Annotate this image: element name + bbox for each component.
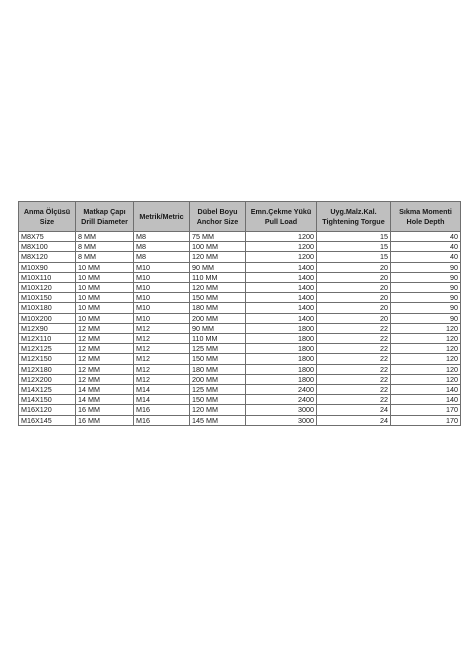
cell-size: M16X145 [19, 415, 76, 425]
cell-anchor-size: 150 MM [190, 395, 246, 405]
cell-metric: M8 [134, 242, 190, 252]
cell-anchor-size: 120 MM [190, 405, 246, 415]
cell-metric: M14 [134, 385, 190, 395]
cell-drill-diameter: 12 MM [76, 334, 134, 344]
cell-pull-load: 1800 [246, 354, 317, 364]
table-row [19, 374, 461, 384]
table-row [19, 395, 461, 405]
cell-pull-load: 1400 [246, 272, 317, 282]
cell-hole-depth: 120 [391, 334, 461, 344]
table-row [19, 334, 461, 344]
table-row [19, 344, 461, 354]
cell-hole-depth: 90 [391, 313, 461, 323]
cell-hole-depth: 120 [391, 364, 461, 374]
cell-size: M10X200 [19, 313, 76, 323]
cell-drill-diameter: 10 MM [76, 313, 134, 323]
cell-tightening-torque: 22 [317, 323, 391, 333]
cell-tightening-torque: 24 [317, 415, 391, 425]
header-hole-depth: Sıkma Momenti Hole Depth [391, 202, 461, 232]
cell-drill-diameter: 14 MM [76, 395, 134, 405]
table-row [19, 242, 461, 252]
cell-drill-diameter: 12 MM [76, 374, 134, 384]
cell-size: M12X125 [19, 344, 76, 354]
cell-pull-load: 1800 [246, 344, 317, 354]
cell-anchor-size: 200 MM [190, 374, 246, 384]
cell-drill-diameter: 8 MM [76, 242, 134, 252]
cell-metric: M16 [134, 415, 190, 425]
cell-pull-load: 1800 [246, 334, 317, 344]
cell-pull-load: 1800 [246, 323, 317, 333]
cell-drill-diameter: 8 MM [76, 232, 134, 242]
cell-hole-depth: 120 [391, 374, 461, 384]
cell-size: M12X200 [19, 374, 76, 384]
cell-anchor-size: 150 MM [190, 354, 246, 364]
cell-hole-depth: 90 [391, 303, 461, 313]
cell-tightening-torque: 22 [317, 385, 391, 395]
cell-metric: M8 [134, 232, 190, 242]
cell-drill-diameter: 12 MM [76, 354, 134, 364]
cell-pull-load: 2400 [246, 385, 317, 395]
table-row [19, 303, 461, 313]
table-row [19, 262, 461, 272]
cell-size: M8X75 [19, 232, 76, 242]
cell-drill-diameter: 16 MM [76, 405, 134, 415]
cell-anchor-size: 90 MM [190, 323, 246, 333]
cell-drill-diameter: 12 MM [76, 323, 134, 333]
cell-drill-diameter: 12 MM [76, 364, 134, 374]
cell-hole-depth: 170 [391, 415, 461, 425]
table-row [19, 323, 461, 333]
cell-size: M16X120 [19, 405, 76, 415]
table-row [19, 283, 461, 293]
cell-hole-depth: 40 [391, 242, 461, 252]
cell-hole-depth: 90 [391, 293, 461, 303]
cell-pull-load: 1400 [246, 283, 317, 293]
cell-anchor-size: 125 MM [190, 385, 246, 395]
cell-hole-depth: 120 [391, 354, 461, 364]
anchor-spec-table [18, 201, 461, 426]
cell-tightening-torque: 20 [317, 262, 391, 272]
table-row [19, 313, 461, 323]
cell-pull-load: 1200 [246, 242, 317, 252]
cell-tightening-torque: 15 [317, 252, 391, 262]
table-row [19, 272, 461, 282]
cell-pull-load: 2400 [246, 395, 317, 405]
header-anchor-size: Dübel Boyu Anchor Size [190, 202, 246, 232]
cell-metric: M10 [134, 293, 190, 303]
cell-hole-depth: 40 [391, 232, 461, 242]
cell-hole-depth: 140 [391, 385, 461, 395]
cell-anchor-size: 75 MM [190, 232, 246, 242]
cell-size: M10X90 [19, 262, 76, 272]
cell-pull-load: 1400 [246, 262, 317, 272]
cell-size: M12X110 [19, 334, 76, 344]
cell-tightening-torque: 22 [317, 354, 391, 364]
cell-pull-load: 1400 [246, 293, 317, 303]
cell-hole-depth: 90 [391, 283, 461, 293]
cell-pull-load: 1800 [246, 374, 317, 384]
cell-metric: M12 [134, 344, 190, 354]
cell-drill-diameter: 10 MM [76, 262, 134, 272]
cell-tightening-torque: 20 [317, 283, 391, 293]
cell-tightening-torque: 20 [317, 313, 391, 323]
header-drill-diameter: Matkap Çapı Drill Diameter [76, 202, 134, 232]
cell-drill-diameter: 14 MM [76, 385, 134, 395]
cell-pull-load: 1800 [246, 364, 317, 374]
cell-tightening-torque: 20 [317, 272, 391, 282]
cell-metric: M12 [134, 323, 190, 333]
cell-anchor-size: 90 MM [190, 262, 246, 272]
table-row [19, 415, 461, 425]
cell-metric: M10 [134, 313, 190, 323]
table-row [19, 232, 461, 242]
cell-tightening-torque: 22 [317, 374, 391, 384]
cell-tightening-torque: 20 [317, 303, 391, 313]
table-row [19, 364, 461, 374]
header-tightening-torque: Uyg.Malz.Kal. Tightening Torgue [317, 202, 391, 232]
cell-anchor-size: 110 MM [190, 272, 246, 282]
cell-hole-depth: 170 [391, 405, 461, 415]
cell-metric: M8 [134, 252, 190, 262]
cell-pull-load: 1400 [246, 313, 317, 323]
cell-anchor-size: 180 MM [190, 364, 246, 374]
cell-anchor-size: 120 MM [190, 283, 246, 293]
cell-metric: M10 [134, 303, 190, 313]
spec-table-container [18, 201, 460, 426]
cell-anchor-size: 120 MM [190, 252, 246, 262]
cell-pull-load: 1200 [246, 232, 317, 242]
cell-anchor-size: 150 MM [190, 293, 246, 303]
cell-size: M10X120 [19, 283, 76, 293]
cell-metric: M10 [134, 283, 190, 293]
cell-tightening-torque: 22 [317, 334, 391, 344]
table-row [19, 293, 461, 303]
cell-metric: M12 [134, 374, 190, 384]
cell-pull-load: 3000 [246, 405, 317, 415]
cell-hole-depth: 120 [391, 344, 461, 354]
cell-drill-diameter: 8 MM [76, 252, 134, 262]
cell-hole-depth: 40 [391, 252, 461, 262]
header-size: Anma Ölçüsü Size [19, 202, 76, 232]
cell-metric: M12 [134, 364, 190, 374]
cell-size: M10X110 [19, 272, 76, 282]
cell-hole-depth: 140 [391, 395, 461, 405]
table-row [19, 252, 461, 262]
cell-size: M12X90 [19, 323, 76, 333]
cell-drill-diameter: 10 MM [76, 303, 134, 313]
cell-anchor-size: 100 MM [190, 242, 246, 252]
table-header [19, 202, 461, 232]
cell-hole-depth: 120 [391, 323, 461, 333]
header-metric: Metrik/Metric [134, 202, 190, 232]
cell-pull-load: 1200 [246, 252, 317, 262]
cell-metric: M10 [134, 272, 190, 282]
cell-tightening-torque: 20 [317, 293, 391, 303]
cell-drill-diameter: 10 MM [76, 293, 134, 303]
cell-hole-depth: 90 [391, 262, 461, 272]
cell-size: M14X150 [19, 395, 76, 405]
cell-size: M12X150 [19, 354, 76, 364]
cell-drill-diameter: 10 MM [76, 283, 134, 293]
cell-tightening-torque: 22 [317, 344, 391, 354]
table-row [19, 354, 461, 364]
cell-tightening-torque: 22 [317, 395, 391, 405]
table-row [19, 405, 461, 415]
cell-tightening-torque: 15 [317, 242, 391, 252]
cell-size: M8X100 [19, 242, 76, 252]
cell-metric: M10 [134, 262, 190, 272]
cell-size: M10X180 [19, 303, 76, 313]
table-row [19, 385, 461, 395]
cell-drill-diameter: 10 MM [76, 272, 134, 282]
cell-drill-diameter: 16 MM [76, 415, 134, 425]
cell-anchor-size: 180 MM [190, 303, 246, 313]
cell-metric: M12 [134, 354, 190, 364]
cell-drill-diameter: 12 MM [76, 344, 134, 354]
cell-anchor-size: 110 MM [190, 334, 246, 344]
cell-pull-load: 1400 [246, 303, 317, 313]
cell-anchor-size: 125 MM [190, 344, 246, 354]
table-body [19, 232, 461, 426]
cell-metric: M14 [134, 395, 190, 405]
cell-size: M12X180 [19, 364, 76, 374]
cell-anchor-size: 145 MM [190, 415, 246, 425]
cell-metric: M16 [134, 405, 190, 415]
cell-size: M14X125 [19, 385, 76, 395]
header-row [19, 202, 461, 232]
cell-tightening-torque: 15 [317, 232, 391, 242]
cell-pull-load: 3000 [246, 415, 317, 425]
cell-tightening-torque: 22 [317, 364, 391, 374]
cell-anchor-size: 200 MM [190, 313, 246, 323]
header-pull-load: Emn.Çekme Yükü Pull Load [246, 202, 317, 232]
cell-metric: M12 [134, 334, 190, 344]
cell-tightening-torque: 24 [317, 405, 391, 415]
cell-size: M10X150 [19, 293, 76, 303]
cell-size: M8X120 [19, 252, 76, 262]
cell-hole-depth: 90 [391, 272, 461, 282]
